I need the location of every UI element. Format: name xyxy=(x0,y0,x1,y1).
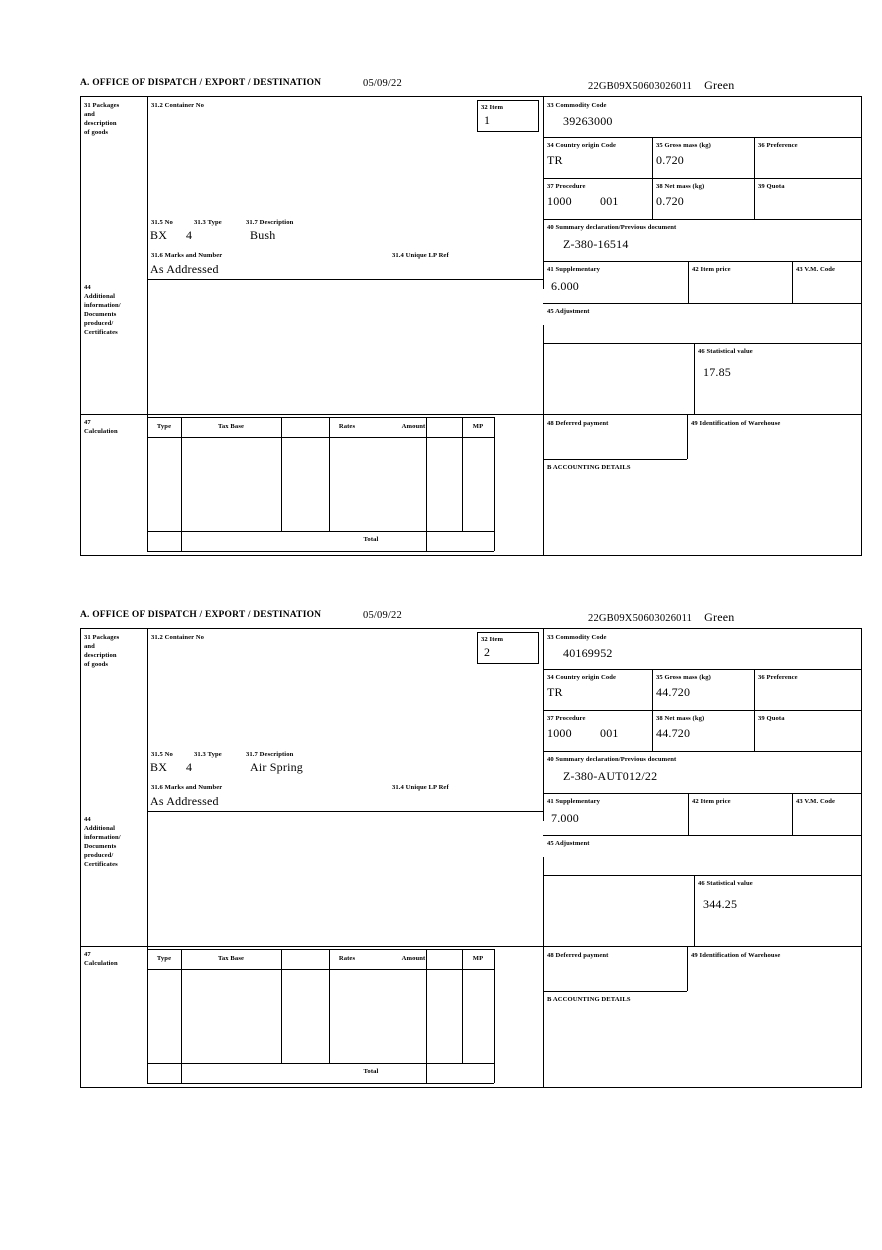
supplementary-value-2: 7.000 xyxy=(551,811,579,825)
divider-under-box34-2 xyxy=(543,710,861,711)
customs-declaration-form-1 xyxy=(80,78,862,556)
statistical-value-label-2: 46 Statistical value xyxy=(698,880,753,887)
deferred-payment-label-2: 48 Deferred payment xyxy=(547,952,609,959)
unique-lp-ref-label-2: 31.4 Unique LP Ref xyxy=(392,784,449,791)
calc-col-1 xyxy=(181,417,182,551)
divider-box31-left xyxy=(147,97,148,431)
item-price-label: 42 Item price xyxy=(692,266,731,273)
net-mass-label-2: 38 Net mass (kg) xyxy=(656,715,705,722)
gross-mass-value-2: 44.720 xyxy=(656,685,691,699)
packages-description-value: Bush xyxy=(250,228,276,242)
divider-box48-box49 xyxy=(687,414,688,459)
commodity-code-label: 33 Commodity Code xyxy=(547,102,607,109)
adjustment-label: 45 Adjustment xyxy=(547,308,590,315)
marks-number-label: 31.6 Marks and Number xyxy=(151,252,223,259)
divider-under-box33-2 xyxy=(543,669,861,670)
summary-declaration-value: Z-380-16514 xyxy=(563,237,629,251)
item-no-label: 32 Item xyxy=(481,104,504,111)
dotted-divider-box46 xyxy=(543,343,544,414)
declaration-box-1 xyxy=(80,96,862,556)
divider-box35-box36 xyxy=(754,137,755,178)
calc-col-6 xyxy=(494,417,495,551)
preference-label-2: 36 Preference xyxy=(758,674,798,681)
declaration-box-2 xyxy=(80,628,862,1088)
packages-no-value-2: 4 xyxy=(186,760,193,774)
divider-box41-box42 xyxy=(688,261,689,303)
identification-warehouse-label: 49 Identification of Warehouse xyxy=(691,420,781,427)
country-origin-label-2: 34 Country origin Code xyxy=(547,674,617,681)
calc-table-top xyxy=(147,417,494,418)
packages-description-label-2: 31.7 Description xyxy=(246,751,294,758)
net-mass-value-2: 44.720 xyxy=(656,726,691,740)
divider-box38-box39-2 xyxy=(754,710,755,751)
divider-under-box31-2 xyxy=(147,811,544,812)
quota-label-2: 39 Quota xyxy=(758,715,785,722)
calc-header-rates: Rates xyxy=(338,423,356,430)
calc-col-3 xyxy=(329,417,330,531)
accounting-details-label-2: B ACCOUNTING DETAILS xyxy=(547,996,631,1003)
unique-lp-ref-label: 31.4 Unique LP Ref xyxy=(392,252,449,259)
procedure-label-2: 37 Procedure xyxy=(547,715,586,722)
divider-under-box40-2 xyxy=(543,793,861,794)
divider-above-box47 xyxy=(81,414,861,415)
calc-col-4-2 xyxy=(426,949,427,1083)
lane-value-2: Green xyxy=(704,610,735,624)
summary-declaration-value-2: Z-380-AUT012/22 xyxy=(563,769,658,783)
packages-type-label: 31.3 Type xyxy=(194,219,222,226)
procedure-value-2: 001 xyxy=(600,194,619,208)
divider-box46-left-2 xyxy=(694,875,695,946)
packages-no-label: 31.5 No xyxy=(151,219,173,226)
declaration-date: 05/09/22 xyxy=(363,78,402,89)
calc-total-label-2: Total xyxy=(363,1068,379,1075)
calc-header-type: Type xyxy=(156,423,172,430)
summary-declaration-label: 40 Summary declaration/Previous document xyxy=(547,224,677,231)
divider-under-box34 xyxy=(543,178,861,179)
gross-mass-label-2: 35 Gross mass (kg) xyxy=(656,674,711,681)
statistical-value-label: 46 Statistical value xyxy=(698,348,753,355)
accounting-details-label: B ACCOUNTING DETAILS xyxy=(547,464,631,471)
divider-box41-box42-2 xyxy=(688,793,689,835)
container-no-label: 31.2 Container No xyxy=(151,102,205,109)
summary-declaration-label-2: 40 Summary declaration/Previous document xyxy=(547,756,677,763)
packages-type-value-2: BX xyxy=(150,760,168,774)
mrn-and-lane xyxy=(588,78,734,93)
lane-value: Green xyxy=(704,78,735,92)
country-origin-value: TR xyxy=(547,153,563,167)
box47-label-2: 47 Calculation xyxy=(84,951,118,967)
statistical-value-value-2: 344.25 xyxy=(703,897,738,911)
divider-under-box31 xyxy=(147,279,544,280)
net-mass-label: 38 Net mass (kg) xyxy=(656,183,705,190)
office-of-dispatch-label: A. OFFICE OF DISPATCH / EXPORT / DESTINATION xyxy=(80,78,322,88)
item-no-value: 1 xyxy=(484,113,491,127)
divider-box48-box49-2 xyxy=(687,946,688,991)
vm-code-label: 43 V.M. Code xyxy=(796,266,836,273)
calc-col-5 xyxy=(462,417,463,531)
item-no-box-2 xyxy=(477,632,539,664)
gross-mass-label: 35 Gross mass (kg) xyxy=(656,142,711,149)
supplementary-label: 41 Supplementary xyxy=(547,266,601,273)
packages-type-label-2: 31.3 Type xyxy=(194,751,222,758)
deferred-payment-label: 48 Deferred payment xyxy=(547,420,609,427)
declaration-date-2: 05/09/22 xyxy=(363,610,402,621)
divider-box37-box38 xyxy=(652,178,653,219)
packages-no-label-2: 31.5 No xyxy=(151,751,173,758)
calc-header-amount-2: Amount xyxy=(401,955,426,962)
divider-box31-left-2 xyxy=(147,629,148,963)
calc-col-0 xyxy=(147,417,148,551)
calc-header-bottom xyxy=(147,437,494,438)
customs-declaration-form-2 xyxy=(80,610,862,1088)
calc-col-2-2 xyxy=(281,949,282,1063)
marks-number-value: As Addressed xyxy=(150,262,219,276)
calc-header-amount: Amount xyxy=(401,423,426,430)
procedure-value-1-2: 1000 xyxy=(547,726,572,740)
calc-header-rates-2: Rates xyxy=(338,955,356,962)
mrn-and-lane-2 xyxy=(588,610,734,625)
calc-header-mp: MP xyxy=(472,423,484,430)
mrn-value: 22GB09X50603026011 xyxy=(588,81,693,92)
country-origin-label: 34 Country origin Code xyxy=(547,142,617,149)
identification-warehouse-label-2: 49 Identification of Warehouse xyxy=(691,952,781,959)
item-no-label-2: 32 Item xyxy=(481,636,504,643)
calc-col-4 xyxy=(426,417,427,551)
box47-label: 47 Calculation xyxy=(84,419,118,435)
calc-header-tax-base: Tax Base xyxy=(217,423,245,430)
divider-under-box41-2 xyxy=(543,835,861,836)
divider-under-box33 xyxy=(543,137,861,138)
form-header-1 xyxy=(80,78,862,96)
gross-mass-value: 0.720 xyxy=(656,153,684,167)
mrn-value-2: 22GB09X50603026011 xyxy=(588,613,693,624)
packages-no-value: 4 xyxy=(186,228,193,242)
item-price-label-2: 42 Item price xyxy=(692,798,731,805)
quota-label: 39 Quota xyxy=(758,183,785,190)
divider-box34-box35-2 xyxy=(652,669,653,710)
form-header-2 xyxy=(80,610,862,628)
divider-under-box41 xyxy=(543,303,861,304)
divider-box42-box43-2 xyxy=(792,793,793,835)
calc-total-label: Total xyxy=(363,536,379,543)
packages-description-label: 31.7 Description xyxy=(246,219,294,226)
divider-under-box45-2 xyxy=(543,875,861,876)
net-mass-value: 0.720 xyxy=(656,194,684,208)
country-origin-value-2: TR xyxy=(547,685,563,699)
calc-body-bottom-2 xyxy=(147,1063,494,1064)
office-of-dispatch-label-2: A. OFFICE OF DISPATCH / EXPORT / DESTINATION xyxy=(80,610,322,620)
marks-number-label-2: 31.6 Marks and Number xyxy=(151,784,223,791)
divider-under-box37 xyxy=(543,219,861,220)
divider-box38-box39 xyxy=(754,178,755,219)
divider-box46-left xyxy=(694,343,695,414)
divider-box37-box38-2 xyxy=(652,710,653,751)
supplementary-label-2: 41 Supplementary xyxy=(547,798,601,805)
divider-under-box37-2 xyxy=(543,751,861,752)
procedure-value-2-2: 001 xyxy=(600,726,619,740)
vm-code-label-2: 43 V.M. Code xyxy=(796,798,836,805)
calc-header-mp-2: MP xyxy=(472,955,484,962)
divider-box34-box35 xyxy=(652,137,653,178)
divider-under-box48-2 xyxy=(543,991,687,992)
calc-header-tax-base-2: Tax Base xyxy=(217,955,245,962)
procedure-value-1: 1000 xyxy=(547,194,572,208)
calc-col-1-2 xyxy=(181,949,182,1083)
adjustment-label-2: 45 Adjustment xyxy=(547,840,590,847)
commodity-code-value: 39263000 xyxy=(563,114,613,128)
marks-number-value-2: As Addressed xyxy=(150,794,219,808)
calc-header-type-2: Type xyxy=(156,955,172,962)
statistical-value-value: 17.85 xyxy=(703,365,731,379)
supplementary-value: 6.000 xyxy=(551,279,579,293)
calc-col-6-2 xyxy=(494,949,495,1083)
box44-label-2: 44 Additional information/ Documents produced/ Certificates xyxy=(84,816,121,868)
packages-type-value: BX xyxy=(150,228,168,242)
item-no-value-2: 2 xyxy=(484,645,491,659)
divider-under-box40 xyxy=(543,261,861,262)
box31-label: 31 Packages and description of goods xyxy=(84,102,120,136)
container-no-label-2: 31.2 Container No xyxy=(151,634,205,641)
calc-col-3-2 xyxy=(329,949,330,1063)
calc-table-top-2 xyxy=(147,949,494,950)
calc-col-2 xyxy=(281,417,282,531)
packages-description-value-2: Air Spring xyxy=(250,760,303,774)
box44-label: 44 Additional information/ Documents produced/ Certificates xyxy=(84,284,121,336)
divider-under-box45 xyxy=(543,343,861,344)
calc-total-bottom xyxy=(147,551,494,552)
procedure-label: 37 Procedure xyxy=(547,183,586,190)
dotted-divider-box46-2 xyxy=(543,875,544,946)
calc-col-5-2 xyxy=(462,949,463,1063)
divider-box42-box43 xyxy=(792,261,793,303)
commodity-code-label-2: 33 Commodity Code xyxy=(547,634,607,641)
item-no-box xyxy=(477,100,539,132)
divider-box35-box36-2 xyxy=(754,669,755,710)
calc-col-0-2 xyxy=(147,949,148,1083)
box31-label-2: 31 Packages and description of goods xyxy=(84,634,120,668)
commodity-code-value-2: 40169952 xyxy=(563,646,613,660)
calc-body-bottom xyxy=(147,531,494,532)
preference-label: 36 Preference xyxy=(758,142,798,149)
calc-total-bottom-2 xyxy=(147,1083,494,1084)
divider-above-box47-2 xyxy=(81,946,861,947)
calc-header-bottom-2 xyxy=(147,969,494,970)
divider-under-box48 xyxy=(543,459,687,460)
